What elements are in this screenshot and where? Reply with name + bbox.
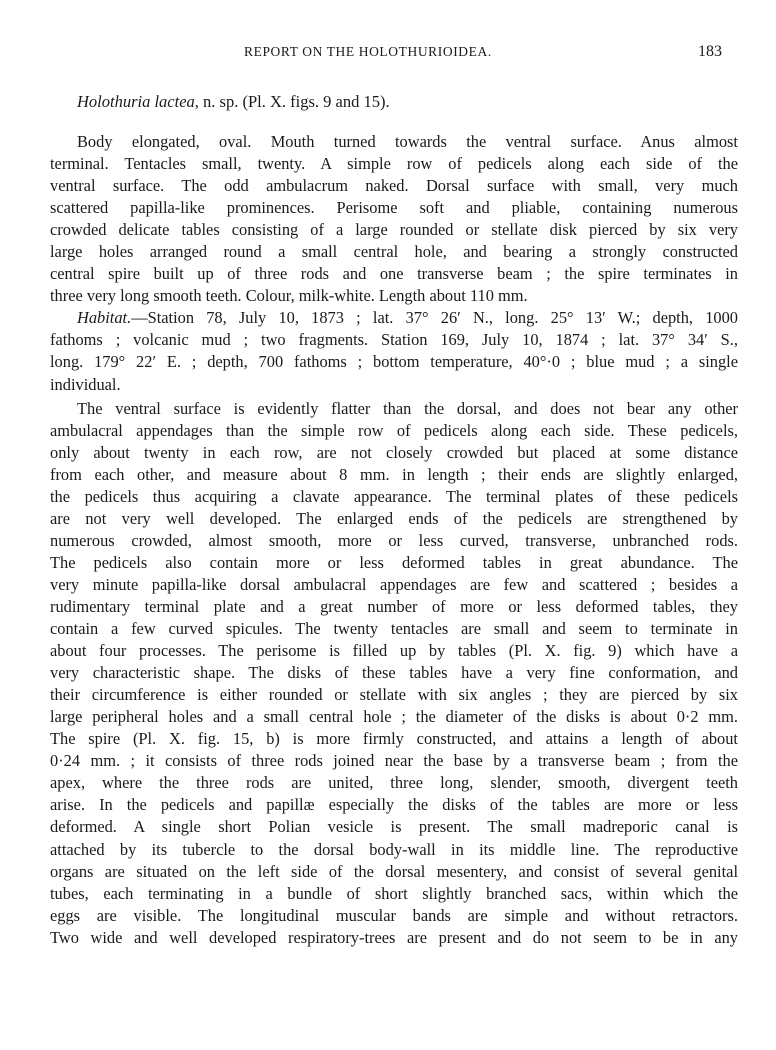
text-line: deformed. A single short Polian vesicle is present. The small madreporic canal is <box>50 817 738 837</box>
text-line: large peripheral holes and a small central hole ; the diameter of the disks is about 0·2 mm. <box>50 707 738 727</box>
text-line: tubes, each terminating in a bundle of short slightly branched sacs, within which the <box>50 883 738 903</box>
text-line: ventral surface. The odd ambulacrum naked. Dorsal surface with small, very much <box>50 176 738 196</box>
text-line: The ventral surface is evidently flatter than the dorsal, and does not bear any other <box>77 398 738 418</box>
text-line: fathoms ; volcanic mud ; two fragments. Station 169, July 10, 1874 ; lat. 37° 34′ S., <box>50 330 738 350</box>
habitat-paragraph <box>50 307 738 395</box>
text-line: scattered papilla-like prominences. Perisome soft and pliable, containing numerous <box>50 198 738 218</box>
text-line: their circumference is either rounded or stellate with six angles ; they are pierced by six <box>50 685 738 705</box>
habitat-label: Habitat. <box>77 308 132 328</box>
text-line: long. 179° 22′ E. ; depth, 700 fathoms ; bottom temperature, 40°·0 ; blue mud ; a single <box>50 352 738 372</box>
text-line: numerous crowded, almost smooth, more or less curved, transverse, unbranched rods. <box>50 530 738 550</box>
description-paragraph <box>50 131 738 307</box>
text-line: arise. In the pedicels and papillæ especially the disks of the tables are more or less <box>50 795 738 815</box>
text-line: Body elongated, oval. Mouth turned towards the ventral surface. Anus almost <box>77 132 738 151</box>
discussion-paragraph <box>50 398 738 949</box>
text-line: The spire (Pl. X. fig. 15, b) is more firmly constructed, and attains a length of about <box>50 729 738 749</box>
text-line: 0·24 mm. ; it consists of three rods joined near the base by a transverse beam ; from the <box>50 751 738 771</box>
text-line: large holes arranged round a small central hole, and bearing a strongly constructed <box>50 242 738 262</box>
text-line: only about twenty in each row, are not closely crowded but placed at some distance <box>50 442 738 462</box>
text-line <box>50 307 738 329</box>
text-line: ambulacral appendages than the simple row of pedicels along each side. These pedicels, <box>50 420 738 440</box>
text-line: very minute papilla-like dorsal ambulacral appendages are few and scattered ; besides a <box>50 574 738 594</box>
habitat-text: —Station 78, July 10, 1873 ; lat. 37° 26′ N., long. 25° 13′ W.; depth, 1000 <box>131 308 738 328</box>
text-line: eggs are visible. The longitudinal muscular bands are simple and without retractors. <box>50 905 738 925</box>
text-line: organs are situated on the left side of the dorsal mesentery, and consist of several genital <box>50 861 738 881</box>
text-line: apex, where the three rods are united, three long, slender, smooth, divergent teeth <box>50 773 738 793</box>
text-line: The pedicels also contain more or less deformed tables in great abundance. The <box>50 552 738 572</box>
page-header <box>0 44 776 68</box>
species-name: Holothuria lactea <box>77 92 195 111</box>
text-line: the pedicels thus acquiring a clavate appearance. The terminal plates of these pedicels <box>50 486 738 506</box>
species-reference: , n. sp. (Pl. X. figs. 9 and 15). <box>194 92 390 111</box>
text-line: very characteristic shape. The disks of these tables have a very fine conformation, and <box>50 663 738 683</box>
text-line: from each other, and measure about 8 mm. in length ; their ends are slightly enlarged, <box>50 464 738 484</box>
text-line: central spire built up of three rods and one transverse beam ; the spire terminates in <box>50 264 738 284</box>
text-line: crowded delicate tables consisting of a large rounded or stellate disk pierced by six very <box>50 220 738 240</box>
body-text <box>50 131 738 949</box>
text-line: individual. <box>50 374 121 394</box>
text-line: are not very well developed. The enlarged ends of the pedicels are strengthened by <box>50 508 738 528</box>
text-line: Two wide and well developed respiratory-trees are present and do not seem to be in any <box>50 927 738 947</box>
species-heading <box>77 92 390 112</box>
text-line: contain a few curved spicules. The twenty tentacles are small and seem to terminate in <box>50 619 738 639</box>
page-number: 183 <box>698 43 722 60</box>
running-title: REPORT ON THE HOLOTHURIOIDEA. <box>244 44 492 59</box>
text-line: rudimentary terminal plate and a great number of more or less deformed tables, they <box>50 596 738 616</box>
text-line: terminal. Tentacles small, twenty. A simple row of pedicels along each side of the <box>50 154 738 174</box>
text-line: three very long smooth teeth. Colour, milk-white. Length about 110 mm. <box>50 286 528 306</box>
text-line: attached by its tubercle to the dorsal body-wall in its middle line. The reproductive <box>50 839 738 859</box>
text-line: about four processes. The perisome is filled up by tables (Pl. X. fig. 9) which have a <box>50 641 738 661</box>
